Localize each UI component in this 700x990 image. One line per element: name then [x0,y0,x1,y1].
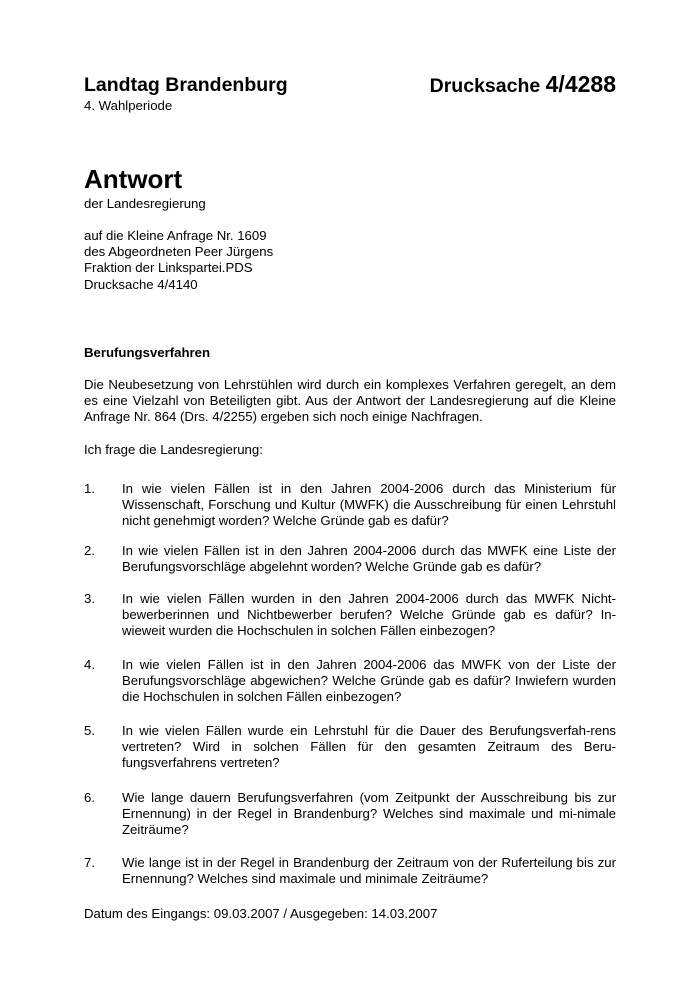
reference-line: Drucksache 4/4140 [84,276,198,292]
question-text: In wie vielen Fällen wurde ein Lehrstuhl für die Dauer des Berufungsverfah-rens vertreten? Wird in solchen Fällen für den gesamten Zeitraum des Beru-fungsverfahrens vertreten? [122,723,616,771]
subject-heading: Berufungsverfahren [84,345,211,360]
question-number: 3. [84,591,95,606]
question-item [84,543,616,575]
question-text: Wie lange ist in der Regel in Brandenburg der Zeitraum von der Ruferteilung bis zur Ernennung? Welches sind maximale und minimale Zeiträume? [122,855,616,887]
question-number: 1. [84,481,95,496]
document-title: Antwort [84,164,183,194]
parliament-name: Landtag Brandenburg [84,74,288,96]
question-item [84,591,616,640]
question-text: In wie vielen Fällen ist in den Jahren 2004-2006 das MWFK von der Liste der Berufungsvorschläge abgewichen? Welche Gründe gab es dafür? Inwiefern wurden die Hochschulen in solchen Fällen einbezogen? [122,657,616,705]
question-item [84,723,616,772]
question-text: In wie vielen Fällen ist in den Jahren 2004-2006 durch das MWFK eine Liste der Berufungsvorschläge abgelehnt worden? Welche Gründe gab es dafür? [122,543,616,575]
footer-dates: Datum des Eingangs: 09.03.2007 / Ausgegeben: 14.03.2007 [84,906,438,921]
reference-line: Fraktion der Linkspartei.PDS [84,260,253,276]
print-number: 4/4288 [545,71,616,97]
question-number: 6. [84,790,95,805]
question-number: 4. [84,657,95,672]
question-lead: Ich frage die Landesregierung: [84,442,263,457]
reference-line: auf die Kleine Anfrage Nr. 1609 [84,228,267,243]
reference-line: des Abgeordneten Peer Jürgens [84,244,274,260]
question-text: Wie lange dauern Berufungsverfahren (vom Zeitpunkt der Ausschreibung bis zur Ernennung) in der Regel in Brandenburg? Welches sind maximale und mi-nimale Zeiträume? [122,790,616,838]
document-subtitle: der Landesregierung [84,196,206,211]
question-text: In wie vielen Fällen ist in den Jahren 2004-2006 durch das Ministerium für Wissenschaft, Forschung und Kultur (MWFK) die Ausschreibung für einen Lehrstuhl nicht genehmigt worden? Welche Gründe gab es dafür? [122,481,616,529]
question-number: 7. [84,855,95,870]
legislative-period: 4. Wahlperiode [84,98,173,113]
inquiry-reference [84,228,273,293]
question-item [84,481,616,530]
print-label: Drucksache [429,75,541,97]
question-item [84,790,616,839]
question-item [84,657,616,706]
question-text: In wie vielen Fällen wurden in den Jahren 2004-2006 durch das MWFK Nicht-bewerberinnen und Nichtbewerber berufen? Welche Gründe gab es dafür? In-wieweit wurden die Hochschulen in solchen Fällen einbezogen? [122,591,616,639]
print-reference [430,71,616,98]
question-item [84,855,616,887]
question-number: 5. [84,723,95,738]
question-number: 2. [84,543,95,558]
intro-paragraph: Die Neubesetzung von Lehrstühlen wird durch ein komplexes Verfahren geregelt, an dem es eine Vielzahl von Beteiligten gibt. Aus der Antwort der Landesregierung auf die Kleine Anfrage Nr. 864 (Drs. 4/2255) ergeben sich noch einige Nachfragen. [84,377,616,425]
